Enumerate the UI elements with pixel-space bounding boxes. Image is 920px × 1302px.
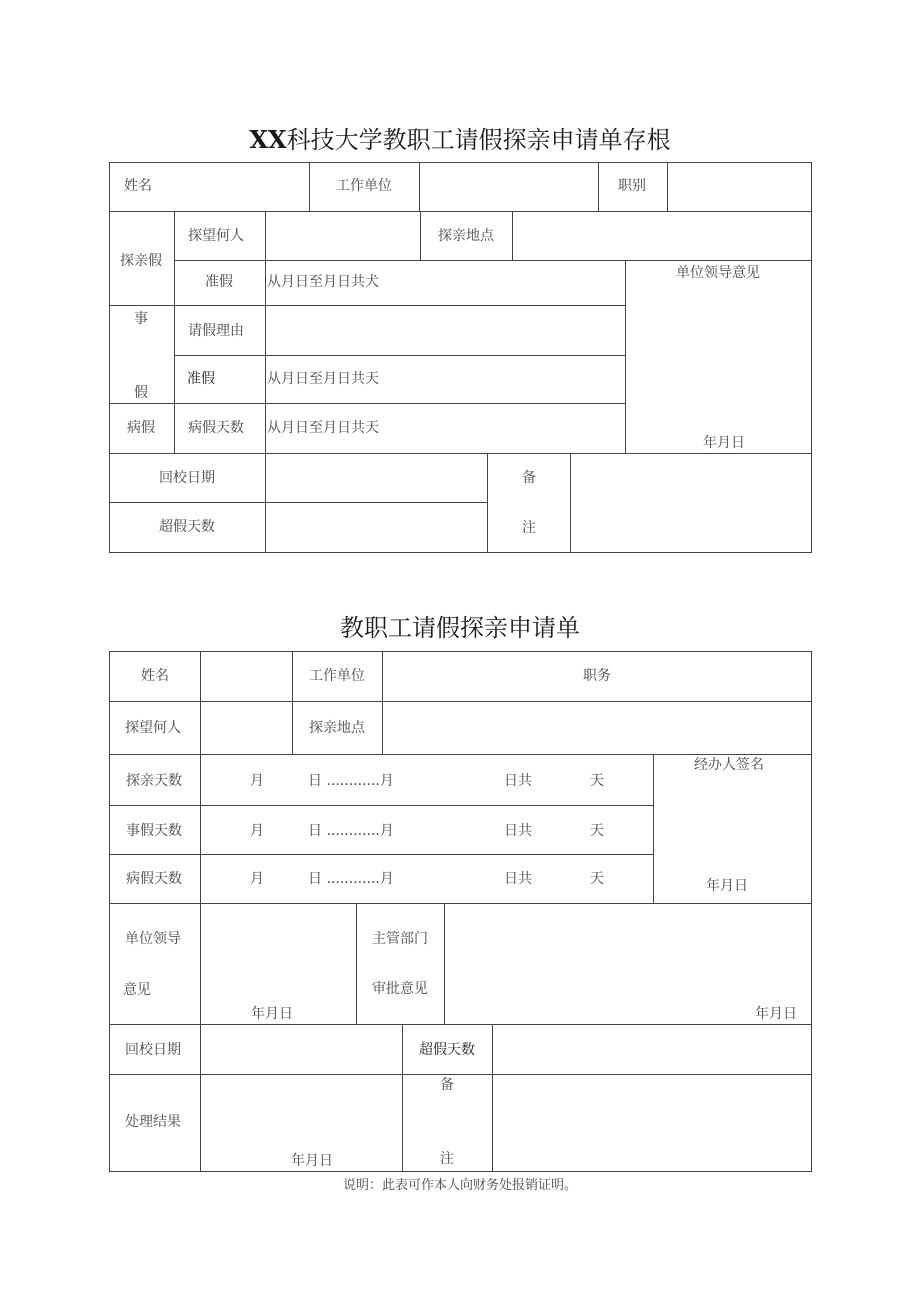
overdue-days-label: 超假天数: [419, 1042, 475, 1058]
leader-label-line2: 意见: [123, 982, 151, 998]
unit-label: 工作单位: [309, 668, 365, 684]
personal-day-unit: 天: [590, 823, 604, 839]
remark-label-2: 注: [440, 1151, 454, 1167]
family-day-total: 日共: [504, 773, 532, 789]
duty-label: 职务: [583, 668, 611, 684]
result-date: 年月日: [291, 1153, 333, 1169]
stub-remark-label-1: 备: [522, 470, 536, 486]
sick-month: 月: [250, 871, 264, 887]
sick-day-dots: 日 ............月: [308, 871, 394, 887]
dept-label-line1: 主管部门: [372, 931, 428, 947]
sick-day-unit: 天: [590, 871, 604, 887]
stub-return-date-label: 回校日期: [159, 470, 215, 486]
stub-approved-leave-label-2: 准假: [187, 371, 215, 387]
sick-days-label: 病假天数: [126, 871, 182, 887]
stub-sick-leave-label: 病假: [127, 420, 155, 436]
result-label: 处理结果: [125, 1114, 181, 1130]
stub-leader-opinion-label: 单位领导意见: [676, 265, 760, 281]
stub-position-label: 职别: [618, 178, 646, 194]
dept-date: 年月日: [755, 1006, 797, 1022]
personal-month: 月: [250, 823, 264, 839]
stub-personal-date-range: 从月日至月日共天: [267, 371, 379, 387]
family-month: 月: [250, 773, 264, 789]
stub-reason-label: 请假理由: [188, 323, 244, 339]
stub-approved-leave-label: 准假: [205, 274, 233, 290]
sick-day-total: 日共: [504, 871, 532, 887]
handler-sign-label: 经办人签名: [694, 757, 764, 773]
stub-form-title: XX科技大学教职工请假探亲申请单存根: [249, 125, 671, 154]
remark-label-1: 备: [440, 1077, 454, 1093]
stub-personal-leave-label-2: 假: [134, 385, 148, 401]
family-day-unit: 天: [590, 773, 604, 789]
dept-label-line2: 审批意见: [372, 981, 428, 997]
family-days-label: 探亲天数: [126, 773, 182, 789]
stub-sick-date-range: 从月日至月日共天: [267, 420, 379, 436]
stub-overdue-days-label: 超假天数: [159, 519, 215, 535]
name-label: 姓名: [141, 668, 169, 684]
stub-visit-person-label: 探望何人: [188, 228, 244, 244]
stub-personal-leave-label-1: 事: [134, 311, 148, 327]
family-day-dots: 日 ............月: [308, 773, 394, 789]
personal-day-total: 日共: [504, 823, 532, 839]
stub-leader-date: 年月日: [703, 435, 745, 451]
handler-sign-date: 年月日: [706, 878, 748, 894]
visit-person-label: 探望何人: [125, 720, 181, 736]
stub-visit-place-label: 探亲地点: [438, 228, 494, 244]
stub-sick-days-label: 病假天数: [188, 420, 244, 436]
stub-family-leave-label: 探亲假: [120, 253, 162, 269]
leader-label-line1: 单位领导: [125, 931, 181, 947]
stub-name-label: 姓名: [124, 178, 152, 194]
visit-place-label: 探亲地点: [309, 720, 365, 736]
personal-day-dots: 日 ............月: [308, 823, 394, 839]
stub-family-date-range: 从月日至月日共犬: [267, 274, 379, 290]
return-date-label: 回校日期: [125, 1042, 181, 1058]
application-form-title: 教职工请假探亲申请单: [340, 614, 580, 642]
stub-remark-label-2: 注: [522, 520, 536, 536]
stub-unit-label: 工作单位: [336, 178, 392, 194]
personal-days-label: 事假天数: [126, 823, 182, 839]
footer-note: 说明：此表可作本人向财务处报销证明。: [342, 1178, 577, 1193]
leader-date: 年月日: [251, 1006, 293, 1022]
